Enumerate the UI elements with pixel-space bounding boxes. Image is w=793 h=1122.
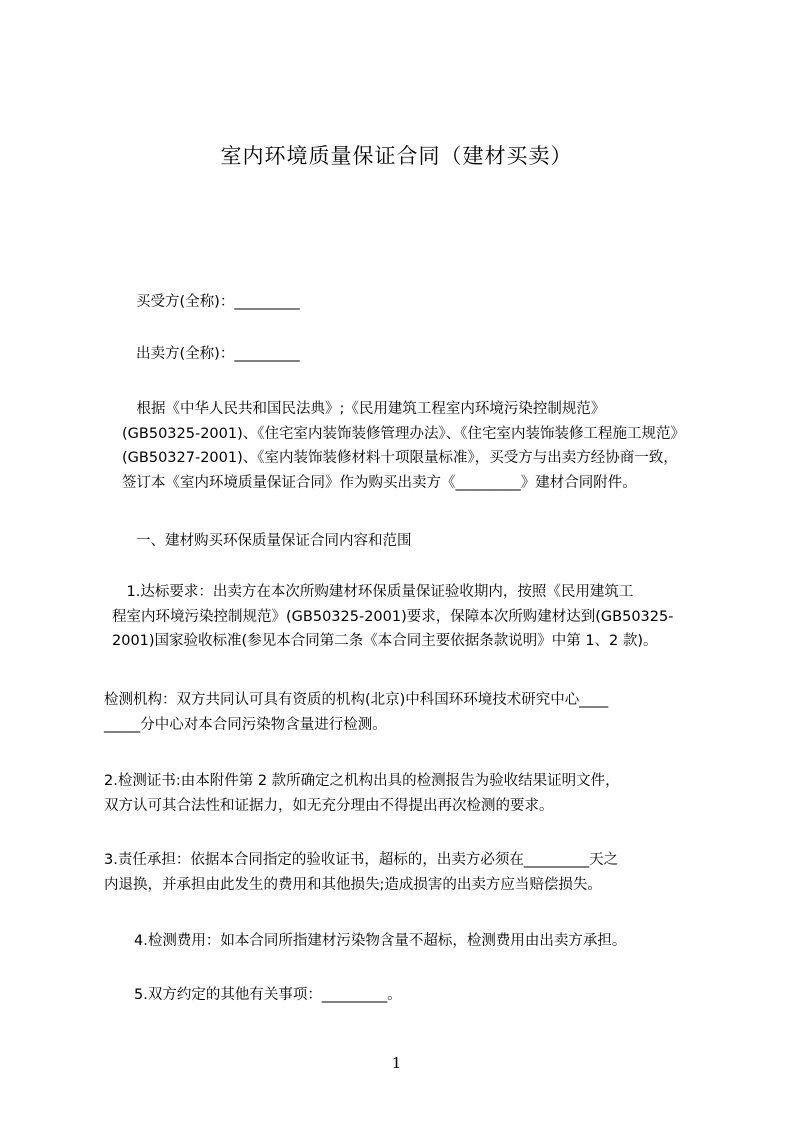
clause-2-paragraph: 2.检测证书:由本附件第 2 款所确定之机构出具的检测报告为验收结果证明文件， 双方认可其合法性和证据力，如无充分理由不得提出再次检测的要求。 bbox=[104, 773, 620, 814]
clause-5-line: 5.双方约定的其他有关事项：_________。 bbox=[134, 987, 402, 1003]
buyer-name-line: 买受方(全称)：_________ bbox=[136, 294, 300, 310]
clause-1-paragraph: 1.达标要求：出卖方在本次所购建材环保质量保证验收期内，按照《民用建筑工 程室内环境污染控制规范》(GB50325-2001)要求，保障本次所购建材达到(GB50325- 2001)国家验收标准(参见本合同第二条《本合同主要依据条款说明》中第 1、2 款)。 bbox=[112, 584, 674, 649]
clause-3-paragraph: 3.责任承担：依据本合同指定的验收证书，超标的，出卖方必须在_________天之 内退换，并承担由此发生的费用和其他损失;造成损害的出卖方应当赔偿损失。 bbox=[104, 852, 619, 893]
page-number: 1 bbox=[391, 1054, 402, 1072]
clause-4-line: 4.检测费用：如本合同所指建材污染物含量不超标，检测费用由出卖方承担。 bbox=[134, 933, 627, 949]
seller-name-line: 出卖方(全称)：_________ bbox=[136, 346, 300, 362]
preamble-paragraph: 根据《中华人民共和国民法典》;《民用建筑工程室内环境污染控制规范》 (GB50325-2001)、《住宅室内装饰装修管理办法》、《住宅室内装饰装修工程施工规范》 (GB50327-2001)、《室内装饰装修材料十项限量标准》，买受方与出卖方经协商一致， 签订本《室内环境质量保证合同》作为购买出卖方《_________》建材合同附件。 bbox=[122, 401, 686, 491]
document-title: 室内环境质量保证合同（建材买卖） bbox=[220, 144, 573, 168]
testing-agency-paragraph: 检测机构：双方共同认可具有资质的机构(北京)中科国环环境技术研究中心____ _____分中心对本合同污染物含量进行检测。 bbox=[104, 692, 609, 733]
section-1-heading: 一、建材购买环保质量保证合同内容和范围 bbox=[136, 533, 412, 549]
